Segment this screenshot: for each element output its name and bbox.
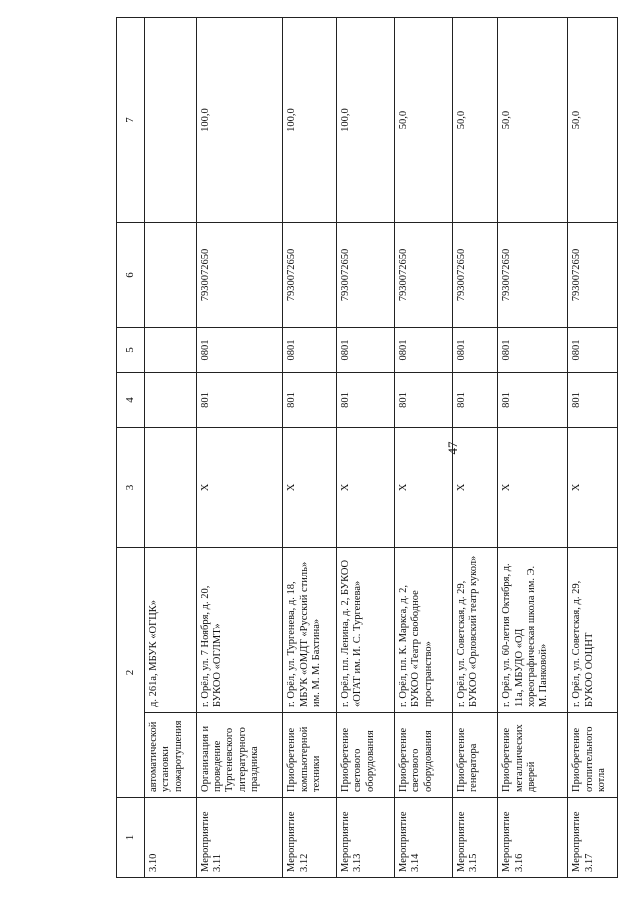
description-cell: автоматической установки пожаротушения [144,713,196,798]
table-row [337,18,395,878]
table-row [196,18,283,878]
table-row [498,18,568,878]
description-cell: Приобретение генератора [452,713,497,798]
code-cell: X [498,428,568,548]
code-cell: 7930072650 [337,223,395,328]
header-cell: 2 [117,548,145,798]
code-cell: 801 [337,373,395,428]
code-cell: 7930072650 [452,223,497,328]
measure-cell: Мероприятие 3.14 [394,798,452,878]
code-cell: 801 [498,373,568,428]
amount-cell: 50,0 [452,18,497,223]
amount-cell: 50,0 [498,18,568,223]
code-cell [144,428,196,548]
table-row [452,18,497,878]
description-cell: Приобретение компьютерной техники [283,713,337,798]
code-cell: 7930072650 [196,223,283,328]
code-cell: 801 [196,373,283,428]
measure-cell: Мероприятие 3.15 [452,798,497,878]
amount-cell: 50,0 [568,18,618,223]
code-cell: 0801 [283,328,337,373]
measure-cell: Мероприятие 3.16 [498,798,568,878]
amount-cell: 100,0 [337,18,395,223]
code-cell: 7930072650 [498,223,568,328]
table-row [394,18,452,878]
address-cell: г. Орёл, ул. Тургенева, д. 18, МБУК «ОМДТ «Русский стиль» им. М. М. Бахтина» [283,548,337,713]
address-cell: г. Орёл, ул. 60-летия Октября, д. 11а, МБУДО «ОД хореографическая школа им. Э. М. Панковой» [498,548,568,713]
rotated-table-container [116,18,618,878]
header-cell: 3 [117,428,145,548]
amount-cell: 100,0 [283,18,337,223]
amount-cell: 50,0 [394,18,452,223]
code-cell: 7930072650 [283,223,337,328]
table-row [568,18,618,878]
description-cell: Приобретение металлических дверей [498,713,568,798]
address-cell: г. Орёл, пл. К. Маркса, д. 2, БУКОО «Театр свободное пространство» [394,548,452,713]
code-cell: X [452,428,497,548]
header-cell: 6 [117,223,145,328]
address-cell: г. Орёл, ул. 7 Ноября, д. 20, БУКОО «ОГЛМТ» [196,548,283,713]
code-cell: X [337,428,395,548]
address-cell: г. Орёл, пл. Ленина, д. 2, БУКОО «ОГАТ им. И. С. Тургенева» [337,548,395,713]
budget-table [116,17,618,878]
measure-cell: Мероприятие 3.13 [337,798,395,878]
code-cell: 801 [394,373,452,428]
code-cell: 801 [283,373,337,428]
code-cell: 0801 [568,328,618,373]
measure-cell: 3.10 [144,798,196,878]
header-cell: 7 [117,18,145,223]
code-cell: 7930072650 [394,223,452,328]
header-cell: 5 [117,328,145,373]
code-cell: 7930072650 [568,223,618,328]
description-cell: Приобретение светового оборудования [394,713,452,798]
code-cell [144,328,196,373]
code-cell: 801 [452,373,497,428]
code-cell: X [196,428,283,548]
table-row [283,18,337,878]
measure-cell: Мероприятие 3.17 [568,798,618,878]
code-cell: 0801 [337,328,395,373]
description-cell: Организация и проведение Тургеневского литературного праздника [196,713,283,798]
code-cell: X [283,428,337,548]
amount-cell: 100,0 [196,18,283,223]
page-number: 47 [445,441,460,455]
address-cell: д. 261а, МБУК «ОГЦК» [144,548,196,713]
code-cell [144,373,196,428]
code-cell: X [568,428,618,548]
code-cell: 801 [568,373,618,428]
table-row [144,18,196,878]
address-cell: г. Орёл, ул. Советская, д. 29, БУКОО «Орловский театр кукол» [452,548,497,713]
description-cell: Приобретение отопительного котла [568,713,618,798]
code-cell: 0801 [394,328,452,373]
code-cell: 0801 [452,328,497,373]
header-cell: 1 [117,798,145,878]
code-cell [144,223,196,328]
code-cell: X [394,428,452,548]
code-cell: 0801 [196,328,283,373]
amount-cell [144,18,196,223]
code-cell: 0801 [498,328,568,373]
measure-cell: Мероприятие 3.12 [283,798,337,878]
address-cell: г. Орёл, ул. Советская, д. 29, БУКОО ООЦНТ [568,548,618,713]
header-row [117,18,145,878]
header-cell: 4 [117,373,145,428]
measure-cell: Мероприятие 3.11 [196,798,283,878]
description-cell: Приобретение светового оборудования [337,713,395,798]
